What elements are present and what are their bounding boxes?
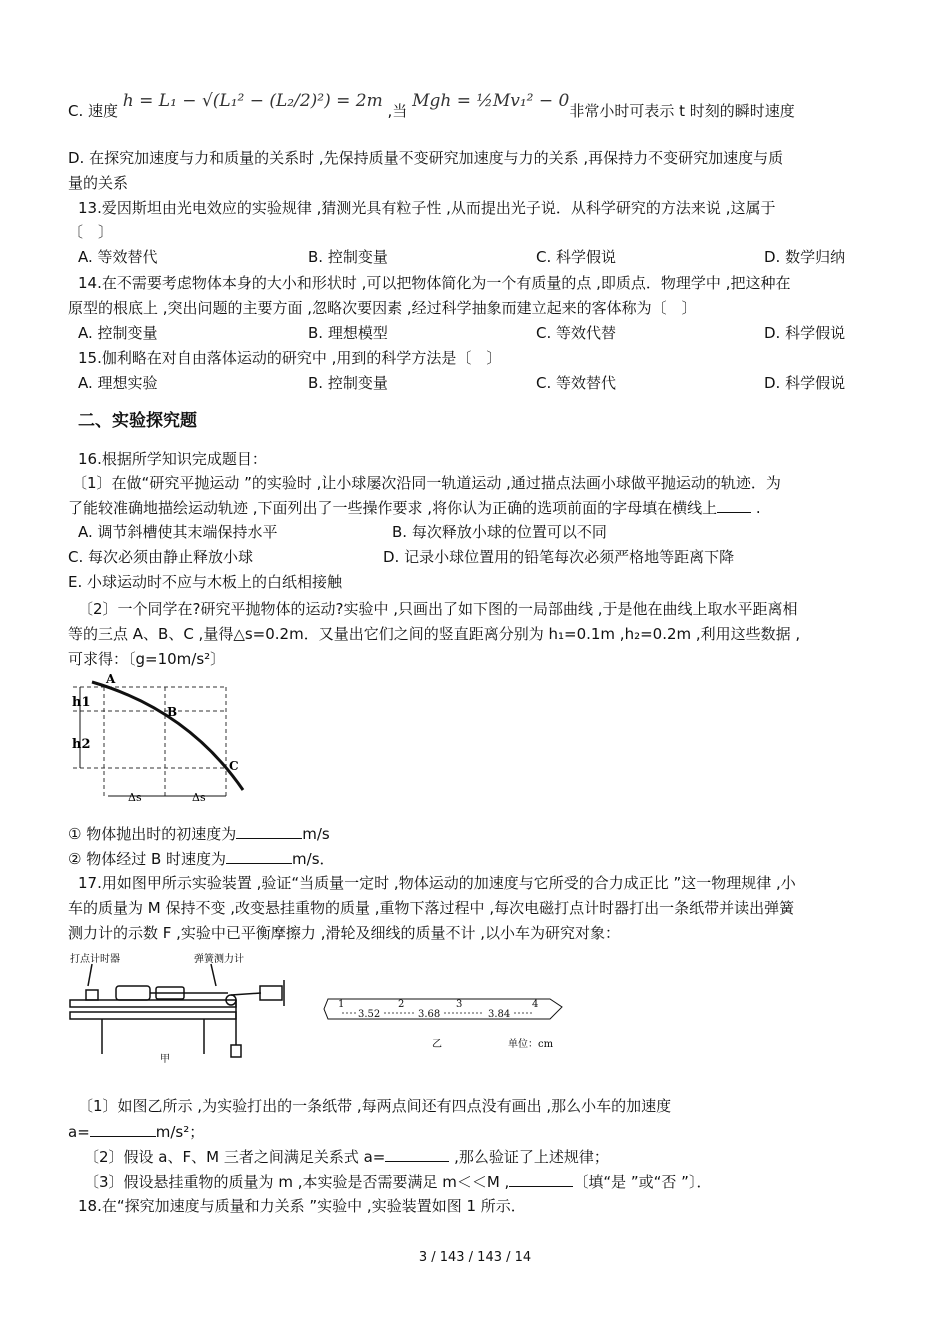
q17-part1-pre: a= (68, 1123, 90, 1141)
q13-stem-line1: 13.爱因斯坦由光电效应的实验规律 ,猜测光具有粒子性 ,从而提出光子说．从科学研究的方法来说 ,这属于 (78, 199, 776, 217)
q15-option-b[interactable]: B. 控制变量 (308, 374, 388, 392)
q12c-formula-energy: Mgh = ½Mv₁² − 0 (412, 91, 570, 111)
q14-option-d[interactable]: D. 科学假说 (764, 324, 846, 342)
fig-label-timer: 打点计时器 (70, 954, 120, 965)
q16-answer2 (68, 847, 890, 871)
q12c-suffix: 非常小时可表示 t 时刻的瞬时速度 (569, 102, 795, 120)
q17-part1-line2 (68, 1120, 890, 1144)
q14-stem-line1: 14.在不需要考虑物体本身的大小和形状时 ,可以把物体简化为一个有质量的点 ,即质点．物理学中 ,把这种在 (78, 274, 791, 292)
tape-point-1: 1 (338, 999, 345, 1010)
q14-option-a[interactable]: A. 控制变量 (78, 324, 158, 342)
q15-stem: 15.伽利略在对自由落体运动的研究中 ,用到的科学方法是〔 〕 (78, 349, 502, 367)
fig-label-h2: h2 (72, 737, 91, 752)
q17-part2-post: ,那么验证了上述规律； (449, 1148, 609, 1166)
q13-stem-line2: 〔 〕 (68, 223, 114, 241)
trajectory-curve (92, 682, 243, 790)
q15-option-d[interactable]: D. 科学假说 (764, 374, 846, 392)
fig-label-h1: h1 (72, 695, 91, 710)
q16-answer2-pre: ② 物体经过 B 时速度为 (68, 850, 227, 868)
section-heading: 二、实验探究题 (78, 411, 197, 431)
tape-point-4: 4 (532, 999, 539, 1010)
q17-acceleration-blank[interactable] (90, 1120, 156, 1137)
q12c-mid: ,当 (382, 102, 408, 120)
q17-stem-line2: 车的质量为 M 保持不变 ,改变悬挂重物的质量 ,重物下落过程中 ,每次电磁打点计时器打出一条纸带并读出弹簧 (68, 899, 795, 917)
fig-label-ds2: Δs (192, 791, 206, 804)
q16-stem: 16.根据所学知识完成题目： (78, 450, 267, 468)
tape-point-2: 2 (398, 999, 405, 1010)
q16-option-a[interactable]: A. 调节斜槽使其末端保持水平 (78, 523, 278, 541)
fig-label-jia: 甲 (160, 1054, 170, 1065)
q17-stem-line3: 测力计的示数 F ,实验中已平衡摩擦力 ,滑轮及细线的质量不计 ,以小车为研究对象： (68, 924, 621, 942)
q17-relation-blank[interactable] (385, 1145, 449, 1162)
fig-label-b: B (167, 705, 178, 719)
q17-part1-unit: m/s²； (155, 1123, 205, 1141)
tape-distance-2: 3.68 (418, 1009, 441, 1020)
fig-label-a: A (106, 672, 116, 686)
q16-part1-line2-end: . (751, 499, 761, 517)
tape-unit: 单位：cm (508, 1039, 554, 1050)
q16-answer2-blank[interactable] (226, 847, 292, 864)
q14-stem-line2: 原型的根底上 ,突出问题的主要方面 ,忽略次要因素 ,经过科学抽象而建立起来的客体称为〔 〕 (68, 299, 697, 317)
q12d-line1: D. 在探究加速度与力和质量的关系时 ,先保持质量不变研究加速度与力的关系 ,再保持力不变研究加速度与质 (68, 149, 784, 167)
q13-option-c[interactable]: C. 科学假说 (536, 248, 617, 266)
paper-tape-figure (322, 995, 572, 1065)
trajectory-figure (68, 670, 258, 820)
q17-part3-post: 〔填“是 ”或“否 ”〕． (573, 1173, 712, 1191)
fig-label-ds1: Δs (128, 791, 142, 804)
tape-distance-3: 3.84 (488, 1009, 511, 1020)
q13-option-b[interactable]: B. 控制变量 (308, 248, 388, 266)
q16-part1-line2 (68, 496, 890, 520)
q17-part2-pre: 〔2〕假设 a、F、M 三者之间满足关系式 a= (84, 1148, 386, 1166)
q17-part3 (84, 1170, 890, 1194)
q12-option-c (68, 91, 890, 123)
q17-stem-line1: 17.用如图甲所示实验装置 ,验证“当质量一定时 ,物体运动的加速度与它所受的合力成正比 ”这一物理规律 ,小 (78, 874, 796, 892)
q13-option-d[interactable]: D. 数学归纳 (764, 248, 846, 266)
q17-part1-line1: 〔1〕如图乙所示 ,为实验打出的一条纸带 ,每两点间还有四点没有画出 ,那么小车的加速度 (78, 1097, 672, 1115)
q17-condition-blank[interactable] (509, 1170, 573, 1187)
q12c-prefix: C. 速度 (68, 102, 119, 120)
q18-stem: 18.在“探究加速度与质量和力关系 ”实验中 ,实验装置如图 1 所示． (78, 1197, 526, 1215)
q16-answer1-pre: ① 物体抛出时的初速度为 (68, 825, 237, 843)
q12c-formula-height: h = L₁ − √(L₁² − (L₂/2)²) = 2m (122, 91, 383, 111)
q16-answer1-blank[interactable] (236, 822, 302, 839)
q12d-line2: 量的关系 (68, 174, 129, 192)
tape-point-3: 3 (456, 999, 463, 1010)
fig-label-c: C (229, 759, 239, 773)
q15-option-c[interactable]: C. 等效替代 (536, 374, 617, 392)
q14-option-b[interactable]: B. 理想模型 (308, 324, 388, 342)
q16-option-e[interactable]: E. 小球运动时不应与木板上的白纸相接触 (68, 573, 343, 591)
q16-answer1-unit: m/s (302, 825, 330, 843)
q16-part1-line1: 〔1〕在做“研究平抛运动 ”的实验时 ,让小球屡次沿同一轨道运动 ,通过描点法画小球做平抛运动的轨迹．为 (72, 474, 781, 492)
q16-part1-answer-blank[interactable] (717, 496, 751, 513)
page-footer: 3 / 143 / 143 / 14 (418, 1250, 532, 1265)
q16-option-c[interactable]: C. 每次必须由静止释放小球 (68, 548, 254, 566)
q16-answer1 (68, 822, 890, 846)
q17-part3-pre: 〔3〕假设悬挂重物的质量为 m ,本实验是否需要满足 m＜＜M , (84, 1173, 510, 1191)
q17-part2 (84, 1145, 890, 1169)
q16-part2-line1: 〔2〕一个同学在?研究平抛物体的运动?实验中 ,只画出了如下图的一局部曲线 ,于是他在曲线上取水平距离相 (78, 600, 798, 618)
apparatus-figure (66, 950, 306, 1068)
fig-label-yi: 乙 (432, 1039, 442, 1050)
q16-answer2-unit: m/s． (292, 850, 335, 868)
q16-part2-line2: 等的三点 A、B、C ,量得△s=0.2m．又量出它们之间的竖直距离分别为 h₁=0.1m ,h₂=0.2m ,利用这些数据 , (68, 625, 801, 643)
q16-option-b[interactable]: B. 每次释放小球的位置可以不同 (392, 523, 607, 541)
q16-part2-line3: 可求得：〔g=10m/s²〕 (68, 650, 226, 668)
tape-distance-1: 3.52 (358, 1009, 381, 1020)
q13-option-a[interactable]: A. 等效替代 (78, 248, 158, 266)
fig-label-spring: 弹簧测力计 (194, 954, 244, 965)
q15-option-a[interactable]: A. 理想实验 (78, 374, 158, 392)
q16-option-d[interactable]: D. 记录小球位置用的铅笔每次必须严格地等距离下降 (383, 548, 735, 566)
q14-option-c[interactable]: C. 等效代替 (536, 324, 617, 342)
q16-part1-line2-text: 了能较准确地描绘运动轨迹 ,下面列出了一些操作要求 ,将你认为正确的选项前面的字母填在横线上 (68, 499, 718, 517)
